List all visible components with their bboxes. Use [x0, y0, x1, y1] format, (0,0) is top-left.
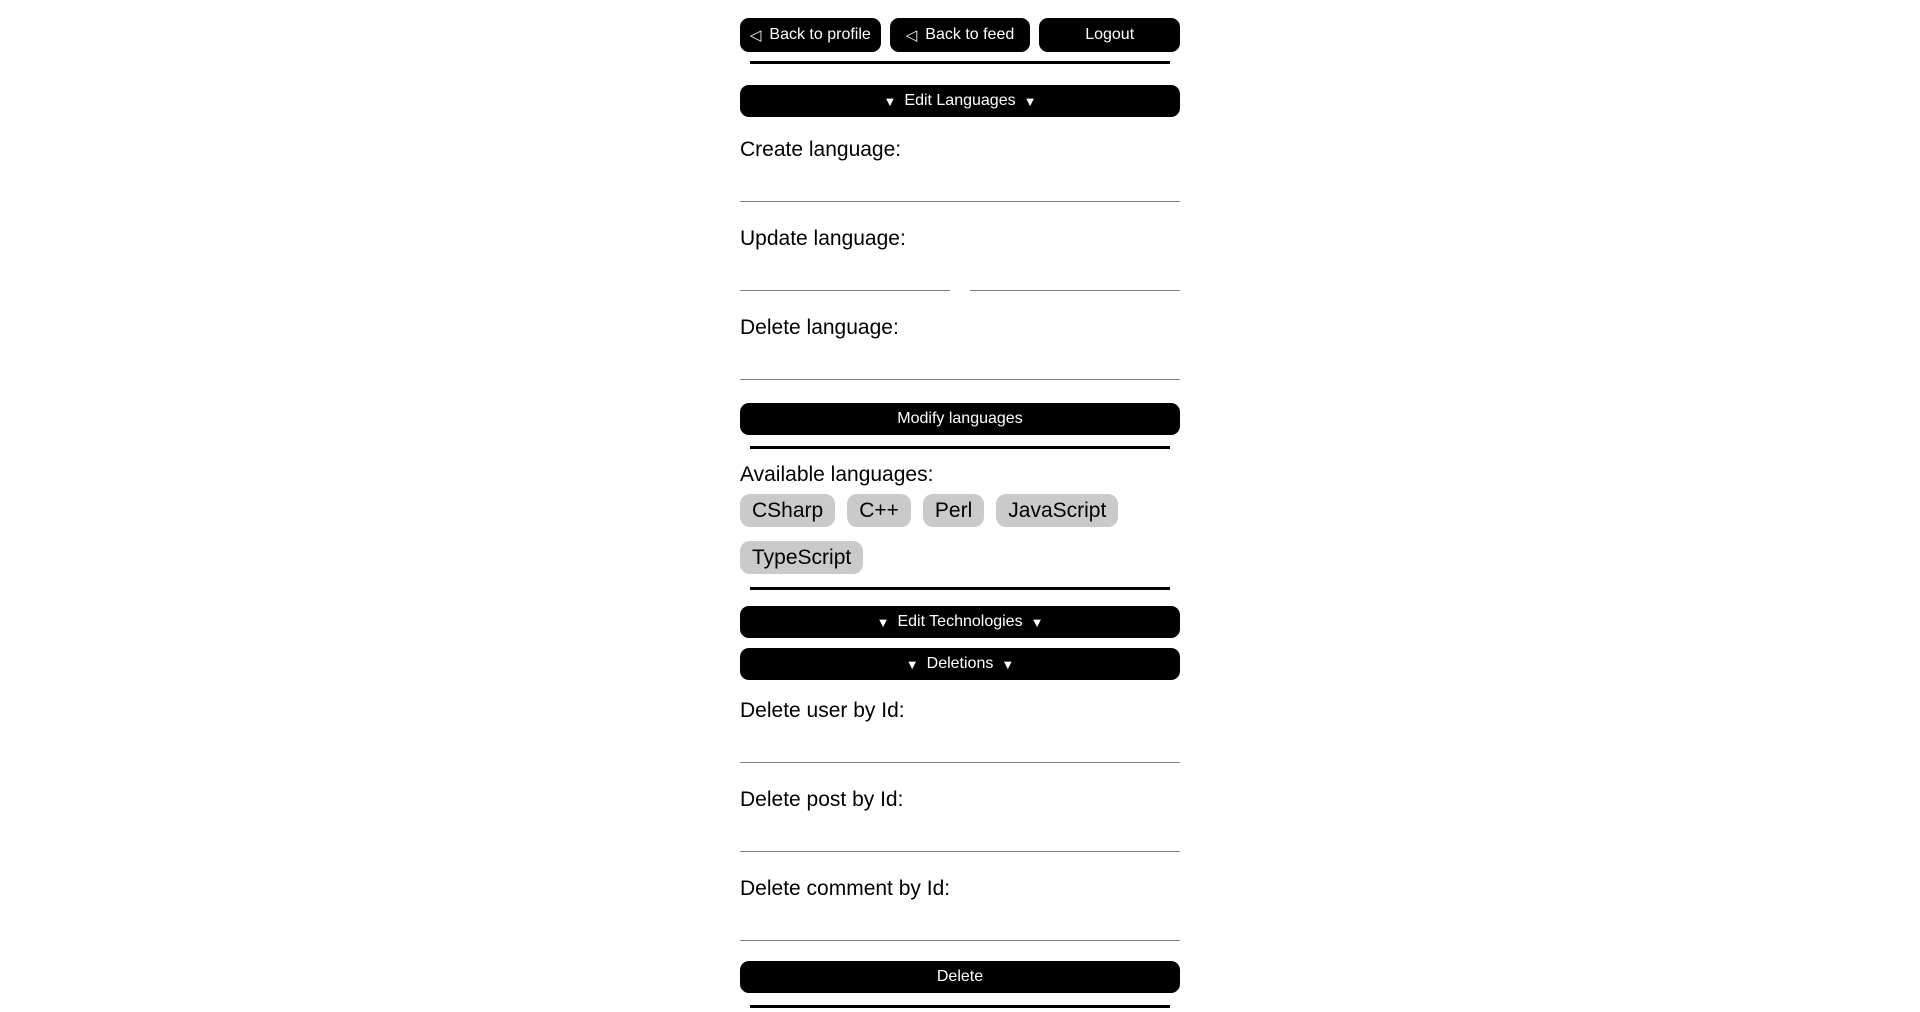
delete-comment-id-input[interactable] — [740, 901, 1180, 941]
language-tag[interactable]: Perl — [923, 494, 984, 527]
delete-post-id-input[interactable] — [740, 812, 1180, 852]
triangle-down-icon: ▼ — [876, 614, 890, 630]
language-tag[interactable]: CSharp — [740, 494, 835, 527]
top-button-row — [740, 18, 1180, 52]
back-to-feed-button[interactable] — [890, 18, 1031, 52]
language-tag[interactable]: C++ — [847, 494, 911, 527]
logout-label: Logout — [1085, 26, 1135, 43]
edit-technologies-label: Edit Technologies — [897, 613, 1023, 630]
delete-post-id-label: Delete post by Id: — [740, 788, 904, 811]
deletions-toggle[interactable] — [740, 648, 1180, 680]
language-tag[interactable]: JavaScript — [996, 494, 1118, 527]
triangle-down-icon: ▼ — [905, 656, 919, 672]
admin-panel — [740, 0, 1180, 1008]
triangle-left-icon: ◁ — [749, 26, 762, 44]
language-tag[interactable]: TypeScript — [740, 541, 863, 574]
edit-languages-toggle[interactable] — [740, 85, 1180, 117]
create-language-input[interactable] — [740, 162, 1180, 202]
back-to-profile-label: Back to profile — [769, 26, 871, 43]
section-divider — [750, 61, 1170, 64]
create-language-label: Create language: — [740, 138, 902, 161]
delete-comment-id-label: Delete comment by Id: — [740, 877, 951, 900]
delete-label: Delete — [936, 968, 984, 985]
section-divider — [750, 587, 1170, 590]
delete-user-id-label: Delete user by Id: — [740, 699, 905, 722]
section-divider — [750, 1005, 1170, 1008]
triangle-down-icon: ▼ — [1001, 656, 1015, 672]
triangle-down-icon: ▼ — [1030, 614, 1044, 630]
update-language-row — [740, 251, 1180, 291]
triangle-left-icon: ◁ — [905, 26, 918, 44]
logout-button[interactable] — [1039, 18, 1180, 52]
edit-technologies-toggle[interactable] — [740, 606, 1180, 638]
language-tag-list — [740, 494, 1180, 574]
delete-language-label: Delete language: — [740, 316, 899, 339]
delete-user-id-input[interactable] — [740, 723, 1180, 763]
section-divider — [750, 446, 1170, 449]
modify-languages-button[interactable] — [740, 403, 1180, 435]
available-languages-label: Available languages: — [740, 463, 934, 486]
deletions-label: Deletions — [926, 655, 994, 672]
back-to-feed-label: Back to feed — [925, 26, 1015, 43]
delete-language-input[interactable] — [740, 340, 1180, 380]
update-language-label: Update language: — [740, 227, 906, 250]
triangle-down-icon: ▼ — [883, 93, 897, 109]
update-language-to-input[interactable] — [970, 251, 1180, 291]
modify-languages-label: Modify languages — [897, 410, 1023, 427]
triangle-down-icon: ▼ — [1023, 93, 1037, 109]
delete-button[interactable] — [740, 961, 1180, 993]
back-to-profile-button[interactable] — [740, 18, 881, 52]
update-language-from-input[interactable] — [740, 251, 950, 291]
edit-languages-label: Edit Languages — [904, 92, 1016, 109]
